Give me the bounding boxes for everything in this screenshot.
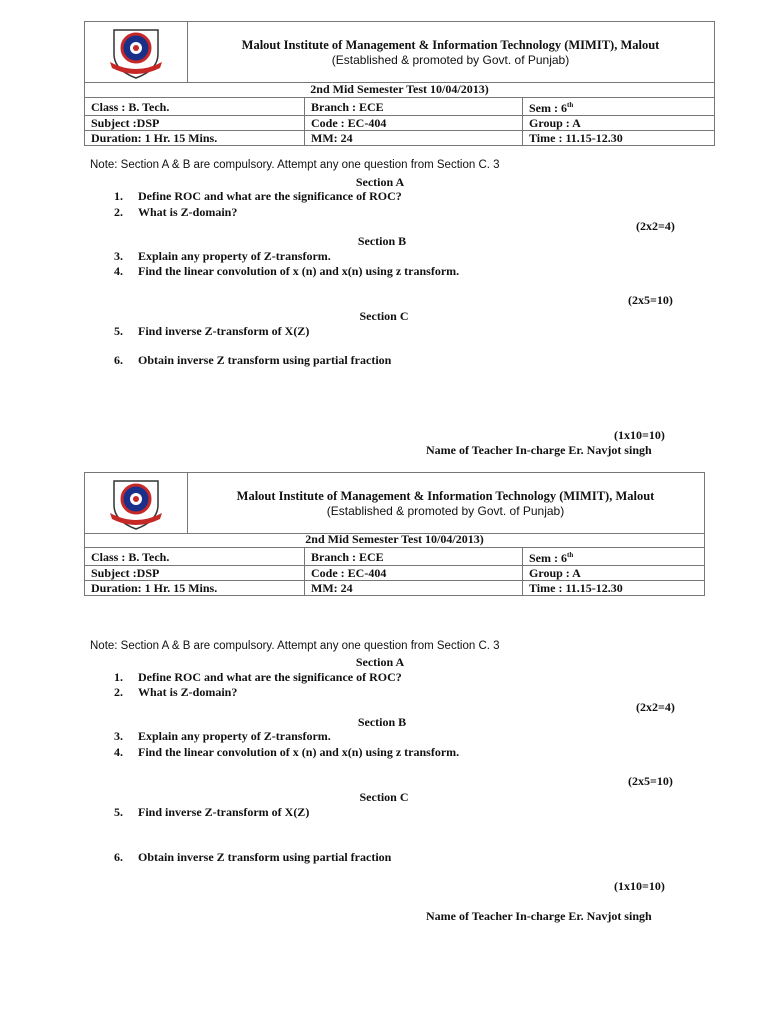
sem-superscript: th — [567, 101, 574, 109]
table-row — [85, 131, 715, 146]
subject-cell: Subject :DSP — [85, 116, 305, 131]
institute-subtitle: (Established & promoted by Govt. of Punjab) — [331, 53, 570, 67]
question-text: Find inverse Z-transform of X(Z) — [138, 324, 310, 338]
section-c-heading: Section C — [359, 790, 409, 804]
question-number: 2. — [114, 685, 123, 699]
section-a-heading: Section A — [355, 655, 405, 669]
table-row — [85, 581, 705, 596]
question-5 — [114, 805, 309, 820]
question-text: Find the linear convolution of x (n) and x(n) using z transform. — [138, 264, 460, 278]
logo-cell — [85, 22, 188, 82]
question-text: Define ROC and what are the significance of ROC? — [138, 189, 402, 203]
code-cell: Code : EC-404 — [305, 116, 523, 131]
question-text: Define ROC and what are the significance of ROC? — [138, 670, 402, 684]
question-number: 6. — [114, 353, 123, 367]
sem-superscript: th — [567, 551, 574, 559]
teacher-in-charge: Name of Teacher In-charge Er. Navjot singh — [426, 443, 652, 457]
sem-label: Sem : 6 — [529, 101, 567, 115]
question-number: 5. — [114, 805, 123, 819]
question-number: 2. — [114, 205, 123, 219]
question-2 — [114, 205, 237, 220]
question-number: 4. — [114, 264, 123, 278]
table-row — [85, 98, 715, 116]
section-a-marks: (2x2=4) — [636, 219, 675, 233]
code-cell: Code : EC-404 — [305, 566, 523, 581]
section-b-heading: Section B — [357, 715, 407, 729]
question-2 — [114, 685, 237, 700]
table-row — [85, 116, 715, 131]
instructions-note: Note: Section A & B are compulsory. Attempt any one question from Section C. 3 — [90, 159, 500, 171]
mimit-logo-icon — [104, 475, 168, 531]
section-b-heading: Section B — [357, 234, 407, 248]
question-6 — [114, 850, 391, 865]
question-6 — [114, 353, 391, 368]
test-title: 2nd Mid Semester Test 10/04/2013) — [84, 532, 705, 548]
question-text: Obtain inverse Z transform using partial fraction — [138, 353, 392, 367]
table-row — [85, 566, 705, 581]
instructions-note: Note: Section A & B are compulsory. Attempt any one question from Section C. 3 — [90, 640, 500, 652]
question-text: Obtain inverse Z transform using partial fraction — [138, 850, 392, 864]
question-number: 3. — [114, 249, 123, 263]
question-number: 3. — [114, 729, 123, 743]
class-cell: Class : B. Tech. — [85, 98, 305, 116]
sem-cell — [523, 98, 715, 116]
time-cell: Time : 11.15-12.30 — [523, 131, 715, 146]
group-cell: Group : A — [523, 116, 715, 131]
institute-name: Malout Institute of Management & Information Technology (MIMIT), Malout — [236, 489, 655, 503]
mm-cell: MM: 24 — [305, 131, 523, 146]
question-text: Find the linear convolution of x (n) and x(n) using z transform. — [138, 745, 460, 759]
mimit-logo-icon — [104, 24, 168, 80]
header-box — [84, 472, 705, 534]
logo-cell — [85, 473, 188, 533]
class-cell: Class : B. Tech. — [85, 548, 305, 566]
section-b-marks: (2x5=10) — [628, 293, 673, 307]
info-table — [84, 97, 715, 146]
branch-cell: Branch : ECE — [305, 98, 523, 116]
question-4 — [114, 745, 459, 760]
question-number: 1. — [114, 189, 123, 203]
question-3 — [114, 249, 331, 264]
question-paper-copy-2 — [0, 470, 768, 950]
question-1 — [114, 670, 402, 685]
institute-name: Malout Institute of Management & Information Technology (MIMIT), Malout — [241, 38, 660, 52]
question-number: 5. — [114, 324, 123, 338]
duration-cell: Duration: 1 Hr. 15 Mins. — [85, 581, 305, 596]
sem-cell — [523, 548, 705, 566]
header-box — [84, 21, 715, 83]
question-1 — [114, 189, 402, 204]
subject-cell: Subject :DSP — [85, 566, 305, 581]
question-4 — [114, 264, 459, 279]
question-text: Find inverse Z-transform of X(Z) — [138, 805, 310, 819]
question-5 — [114, 324, 309, 339]
question-number: 1. — [114, 670, 123, 684]
section-c-marks: (1x10=10) — [614, 428, 665, 442]
question-text: What is Z-domain? — [138, 685, 238, 699]
question-3 — [114, 729, 331, 744]
mm-cell: MM: 24 — [305, 581, 523, 596]
question-number: 6. — [114, 850, 123, 864]
test-title: 2nd Mid Semester Test 10/04/2013) — [84, 82, 715, 98]
question-text: Explain any property of Z-transform. — [138, 249, 331, 263]
duration-cell: Duration: 1 Hr. 15 Mins. — [85, 131, 305, 146]
section-c-marks: (1x10=10) — [614, 879, 665, 893]
question-text: What is Z-domain? — [138, 205, 238, 219]
section-c-heading: Section C — [359, 309, 409, 323]
question-text: Explain any property of Z-transform. — [138, 729, 331, 743]
section-b-marks: (2x5=10) — [628, 774, 673, 788]
table-row — [85, 548, 705, 566]
branch-cell: Branch : ECE — [305, 548, 523, 566]
group-cell: Group : A — [523, 566, 705, 581]
sem-label: Sem : 6 — [529, 551, 567, 565]
section-a-marks: (2x2=4) — [636, 700, 675, 714]
time-cell: Time : 11.15-12.30 — [523, 581, 705, 596]
question-paper-copy-1 — [0, 0, 768, 480]
institute-subtitle: (Established & promoted by Govt. of Punjab) — [326, 504, 565, 518]
teacher-in-charge: Name of Teacher In-charge Er. Navjot singh — [426, 909, 652, 923]
section-a-heading: Section A — [355, 175, 405, 189]
info-table — [84, 547, 705, 596]
question-number: 4. — [114, 745, 123, 759]
